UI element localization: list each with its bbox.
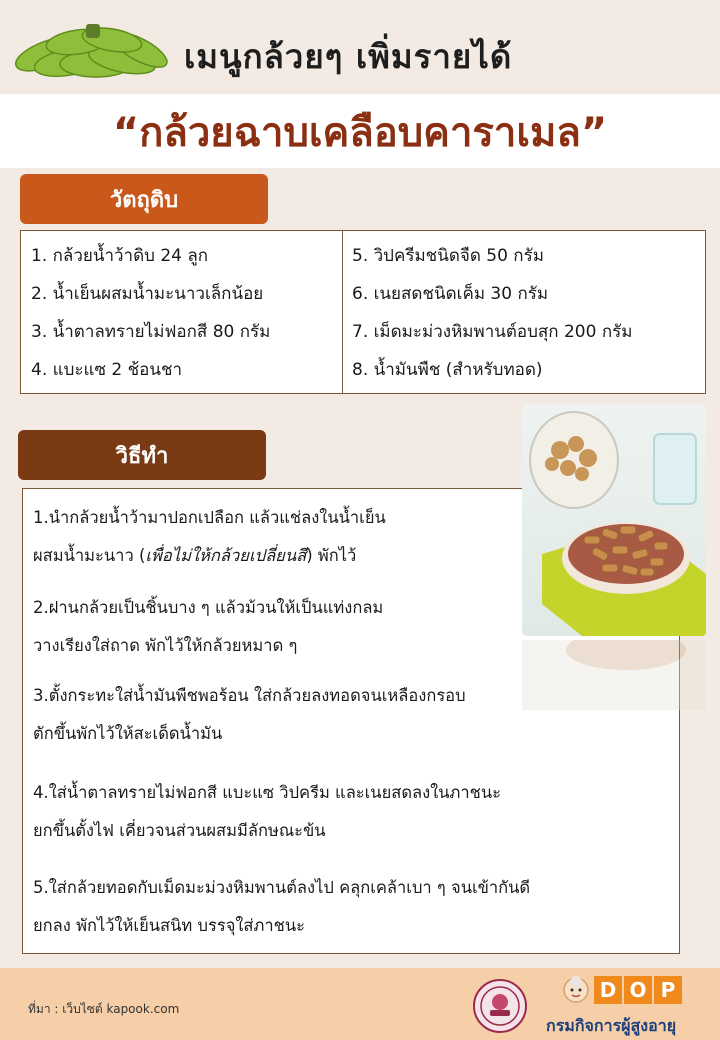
- caramel-banana-chips-photo: [522, 404, 706, 636]
- step-line: 1.นำกล้วยน้ำว้ามาปอกเปลือก แล้วแช่ลงในน้ำเย็น: [33, 508, 386, 527]
- step-text: ผสมน้ำมะนาว (: [33, 546, 146, 565]
- step-line: 5.ใส่กล้วยทอดกับเม็ดมะม่วงหิมพานต์ลงไป คลุกเคล้าเบา ๆ จนเข้ากันดี: [33, 878, 531, 897]
- government-seal-logo: [472, 978, 528, 1034]
- dop-letter-d: D: [594, 976, 622, 1004]
- source-credit: ที่มา : เว็บไซต์ kapook.com: [28, 1002, 180, 1016]
- step-line: ยกลง พักไว้ให้เย็นสนิท บรรจุใส่ภาชนะ: [33, 916, 305, 935]
- step-text: ) พักไว้: [306, 546, 357, 565]
- ingredient-item: 8. น้ำมันพืช (สำหรับทอด): [352, 360, 543, 380]
- ingredient-item: 3. น้ำตาลทรายไม่ฟอกสี 80 กรัม: [31, 322, 271, 342]
- dop-letter-p: P: [654, 976, 682, 1004]
- ingredient-item: 1. กล้วยน้ำว้าดิบ 24 ลูก: [31, 246, 209, 266]
- step-line: 3.ตั้งกระทะใส่น้ำมันพืชพอร้อน ใส่กล้วยลงทอดจนเหลืองกรอบ: [33, 686, 466, 705]
- dop-letter-o: O: [624, 976, 652, 1004]
- ingredients-column-left: [31, 237, 336, 389]
- step-line: 4.ใส่น้ำตาลทรายไม่ฟอกสี แบะแซ วิปครีม และเนยสดลงในภาชนะ: [33, 783, 502, 802]
- step-line: ตักขึ้นพักไว้ให้สะเด็ดน้ำมัน: [33, 724, 223, 743]
- ingredient-item: 6. เนยสดชนิดเค็ม 30 กรัม: [352, 284, 549, 304]
- step-line: วางเรียงใส่ถาด พักไว้ให้กล้วยหมาด ๆ: [33, 636, 298, 655]
- ingredient-item: 4. แบะแซ 2 ช้อนชา: [31, 360, 183, 380]
- menu-title: “กล้วยฉาบเคลือบคาราเมล”: [112, 110, 608, 156]
- step-note: เพื่อไม่ให้กล้วยเปลี่ยนสี: [145, 546, 307, 565]
- photo-reflection: [522, 640, 706, 710]
- ingredients-heading: วัตถุดิบ: [20, 174, 268, 224]
- ingredient-item: 2. น้ำเย็นผสมน้ำมะนาวเล็กน้อย: [31, 284, 264, 304]
- ingredient-item: 7. เม็ดมะม่วงหิมพานต์อบสุก 200 กรัม: [352, 322, 633, 342]
- step-line: ยกขึ้นตั้งไฟ เคี่ยวจนส่วนผสมมีลักษณะข้น: [33, 821, 326, 840]
- dop-logo: [562, 976, 688, 1004]
- page-title: เมนูกล้วยๆ เพิ่มรายได้: [184, 37, 513, 76]
- method-step-4: [33, 774, 673, 850]
- step-line: 2.ฝานกล้วยเป็นชิ้นบาง ๆ แล้วม้วนให้เป็นแท่งกลม: [33, 598, 384, 617]
- department-name: กรมกิจการผู้สูงอายุ: [546, 1016, 677, 1035]
- method-heading: วิธีทำ: [18, 430, 266, 480]
- green-banana-bunch-image: [8, 6, 176, 96]
- ingredients-table: [20, 230, 706, 394]
- ingredients-divider: [342, 231, 343, 393]
- ingredient-item: 5. วิปครีมชนิดจืด 50 กรัม: [352, 246, 544, 266]
- method-step-5: [33, 869, 673, 945]
- ingredients-column-right: [352, 237, 702, 389]
